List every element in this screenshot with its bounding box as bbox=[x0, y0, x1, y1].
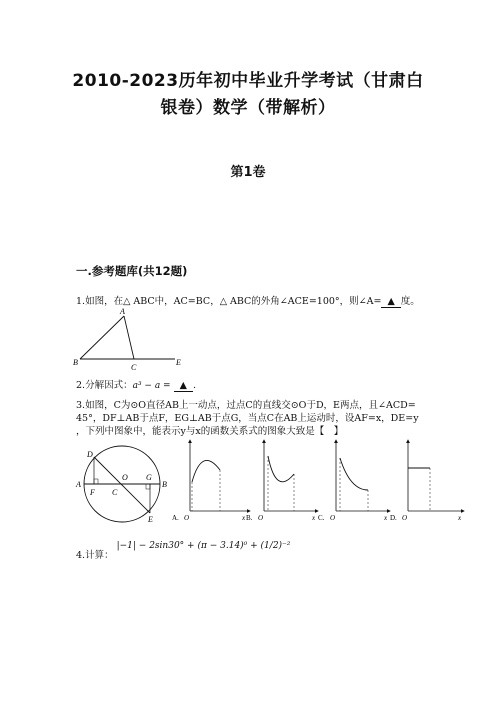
graph-option-c[interactable] bbox=[318, 440, 390, 522]
graph-d-label: D. bbox=[390, 514, 397, 522]
graph-b-label: B. bbox=[246, 514, 253, 522]
question-1-text: 1.如图，在△ ABC中，AC=BC，△ ABC的外角∠ACE=100°，则∠A= bbox=[76, 296, 382, 307]
label-e: E bbox=[176, 358, 181, 367]
title-line-2: 银卷）数学（带解析） bbox=[160, 98, 336, 118]
label-o: O bbox=[122, 473, 128, 482]
graph-d-origin: O bbox=[402, 514, 408, 522]
question-4-text: 4.计算： bbox=[76, 550, 114, 561]
label-b: B bbox=[162, 480, 167, 489]
graph-option-d[interactable] bbox=[390, 440, 464, 522]
graph-option-a[interactable] bbox=[172, 440, 250, 522]
question-3-line-1: 3.如图，C为⊙O直径AB上一动点，过点C的直线交⊙O于D，E两点，且∠ACD= bbox=[76, 400, 416, 411]
label-c: C bbox=[112, 488, 118, 497]
answer-blank: ▲ bbox=[381, 296, 400, 308]
question-4-formula: |−1| − 2sin30° + (π − 3.14)⁰ + (1/2)⁻² bbox=[116, 541, 291, 551]
question-3-line-2: 45°，DF⊥AB于点F，EG⊥AB于点G，当点C在AB上运动时，设AF=x，DE=y bbox=[76, 413, 419, 424]
label-d: D bbox=[87, 450, 93, 459]
label-f: F bbox=[90, 488, 95, 497]
title-line-1: 2010-2023历年初中毕业升学考试（甘肃白 bbox=[72, 71, 424, 91]
graph-b-origin: O bbox=[258, 514, 264, 522]
label-b: B bbox=[73, 358, 78, 367]
volume-heading: 第1卷 bbox=[230, 165, 266, 180]
circle-figure bbox=[72, 440, 172, 530]
question-3-line-3: ，下列中图象中，能表示y与x的函数关系式的图象大致是【 】 bbox=[76, 426, 344, 437]
graph-b-x: x bbox=[312, 514, 316, 522]
label-g: G bbox=[146, 473, 152, 482]
label-c: C bbox=[131, 363, 137, 372]
question-2 bbox=[76, 377, 196, 392]
question-4 bbox=[76, 541, 291, 561]
graph-c-origin: O bbox=[330, 514, 336, 522]
label-a: A bbox=[76, 480, 81, 489]
question-1-tail: 度。 bbox=[400, 296, 420, 307]
graph-c-x: x bbox=[384, 514, 388, 522]
label-a: A bbox=[120, 307, 125, 316]
graph-a-origin: O bbox=[184, 514, 190, 522]
question-2-tail: . bbox=[192, 380, 196, 391]
answer-blank: ▲ bbox=[174, 380, 193, 392]
section-heading: 一.参考题库(共12题) bbox=[76, 264, 188, 278]
question-2-formula: a³ − a = bbox=[132, 381, 171, 391]
question-2-text: 2.分解因式： bbox=[76, 380, 133, 391]
graph-a-label: A. bbox=[172, 514, 179, 522]
graph-option-b[interactable] bbox=[246, 440, 318, 522]
graph-a-x: x bbox=[242, 514, 246, 522]
triangle-figure bbox=[70, 304, 190, 374]
graph-c-label: C. bbox=[318, 514, 325, 522]
graph-options bbox=[168, 436, 468, 526]
graph-d-x: x bbox=[458, 514, 462, 522]
label-e: E bbox=[148, 515, 153, 524]
